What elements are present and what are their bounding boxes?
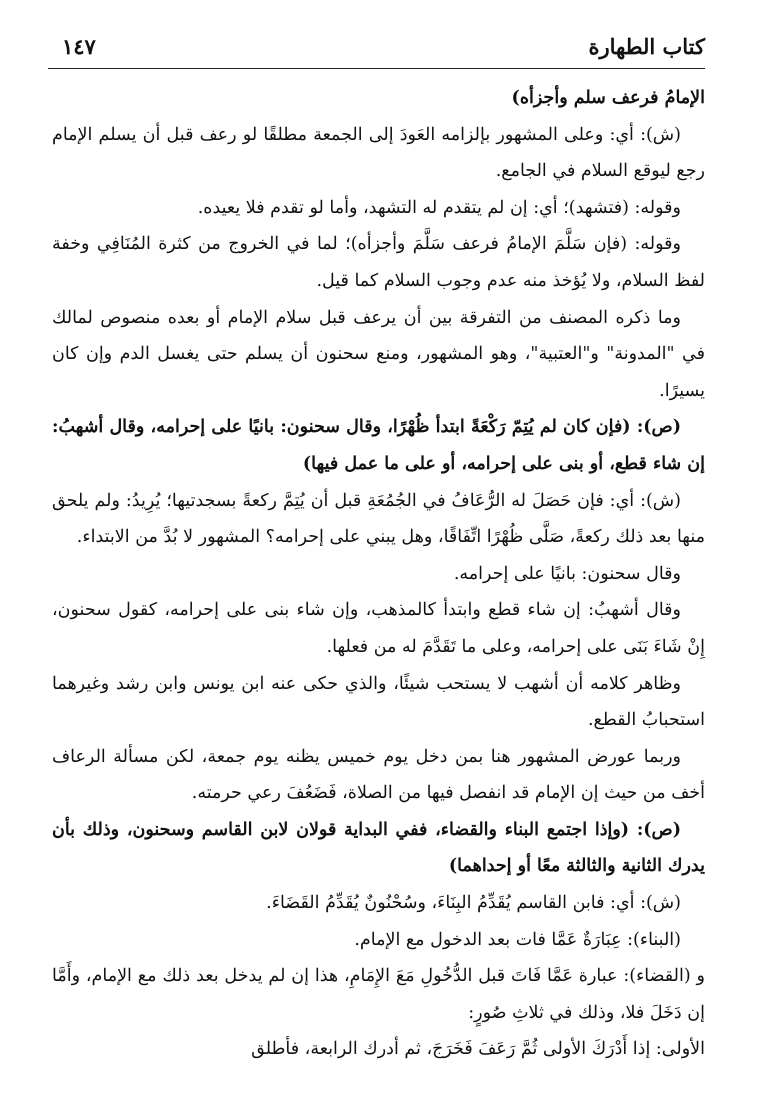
paragraph: (ش): أي: وعلى المشهور بإلزامه العَودَ إلى الجمعة مطلقًا لو رعف قبل أن يسلم الإمام رجع ليوقع السلام في الجامع.: [52, 124, 705, 182]
paragraph: (ش): أي: فإن حَصَلَ له الرُّعَافُ في الجُمُعَةِ قبل أن يُتِمَّ ركعةً بسجدتيها؛ يُرِيدُ: ولم يلحق منها بعد ذلك ركعةً، صَلَّى ظُهْرًا اتِّفَاقًا، وهل يبني على إحرامه؟ المشهور لا بُدَّ من الابتداء.: [52, 490, 705, 548]
paragraph: وقوله: (فإن سَلَّمَ الإمامُ فرعف سَلَّمَ وأجزأه)؛ لما في الخروج من كثرة المُنَافِي وخفة لفظ السلام، ولا يُؤخذ منه عدم وجوب السلام كما قيل.: [52, 234, 705, 291]
paragraph: وقوله: (فتشهد)؛ أي: إن لم يتقدم له التشهد، وأما لو تقدم فلا يعيده.: [197, 197, 681, 218]
page-body: [52, 80, 705, 1079]
paragraph: و (القضاء): عبارة عَمَّا فَاتَ قبل الدُّخُولِ مَعَ الإِمَامِ، هذا إن لم يدخل بعد ذلك مع الإمام، وأَمَّا إن دَخَلَ فلا، وذلك في ثلاثِ صُورٍ:: [52, 966, 705, 1023]
paragraph: وظاهر كلامه أن أشهب لا يستحب شيئًا، والذي حكى عنه ابن يونس وابن رشد وغيرهما استحبابُ القطع.: [52, 673, 705, 731]
paragraph: وقال أشهبُ: إن شاء قطع وابتدأ كالمذهب، وإن شاء بنى على إحرامه، كقول سحنون، إِنْ شَاءَ بَنَى على إحرامه، وعلى ما تَقَدَّمَ له من فعلها.: [52, 600, 705, 657]
page-header: [48, 30, 705, 69]
paragraph: (ص): (وإذا اجتمع البناء والقضاء، ففي البداية قولان لابن القاسم وسحنون، وذلك بأن يدرك الثانية والثالثة معًا أو إحداهما): [52, 819, 705, 877]
paragraph: (البناء): عِبَارَةٌ عَمَّا فات بعد الدخول مع الإمام.: [354, 929, 681, 950]
paragraph: وربما عورض المشهور هنا بمن دخل يوم خميس يظنه يوم جمعة، لكن مسألة الرعاف أخف من حيث إن الإمام قد انفصل فيها من الصلاة، فَضَعُفَ رعي حرمته.: [52, 746, 705, 804]
paragraph: (ص): (فإن كان لم يُتِمّ رَكْعَةً ابتدأ ظُهْرًا، وقال سحنون: بانيًا على إحرامه، وقال أشهبُ: إن شاء قطع، أو بنى على إحرامه، أو على ما عمل فيها): [52, 417, 705, 474]
paragraph: (ش): أي: فابن القاسم يُقَدِّمُ البِنَاءَ، وسُحْنُونٌ يُقَدِّمُ القَضَاءَ.: [266, 893, 681, 914]
paragraph: الإمامُ فرعف سلم وأجزأه): [511, 88, 705, 108]
paragraph: وما ذكره المصنف من التفرقة بين أن يرعف قبل سلام الإمام أو بعده منصوص لمالك في "المدونة" و"العتبية"، وهو المشهور، ومنع سحنون أن يسلم حتى يغسل الدم وإن كان يسيرًا.: [52, 307, 705, 401]
running-title: كتاب الطهارة: [588, 34, 705, 59]
page-number: ١٤٧: [62, 34, 96, 59]
paragraph: وقال سحنون: بانيًا على إحرامه.: [453, 563, 681, 584]
paragraph: الأولى: إذا أَدْرَكَ الأولى ثُمَّ رَعَفَ فَخَرَجَ، ثم أدرك الرابعة، فأطلق: [251, 1039, 705, 1060]
